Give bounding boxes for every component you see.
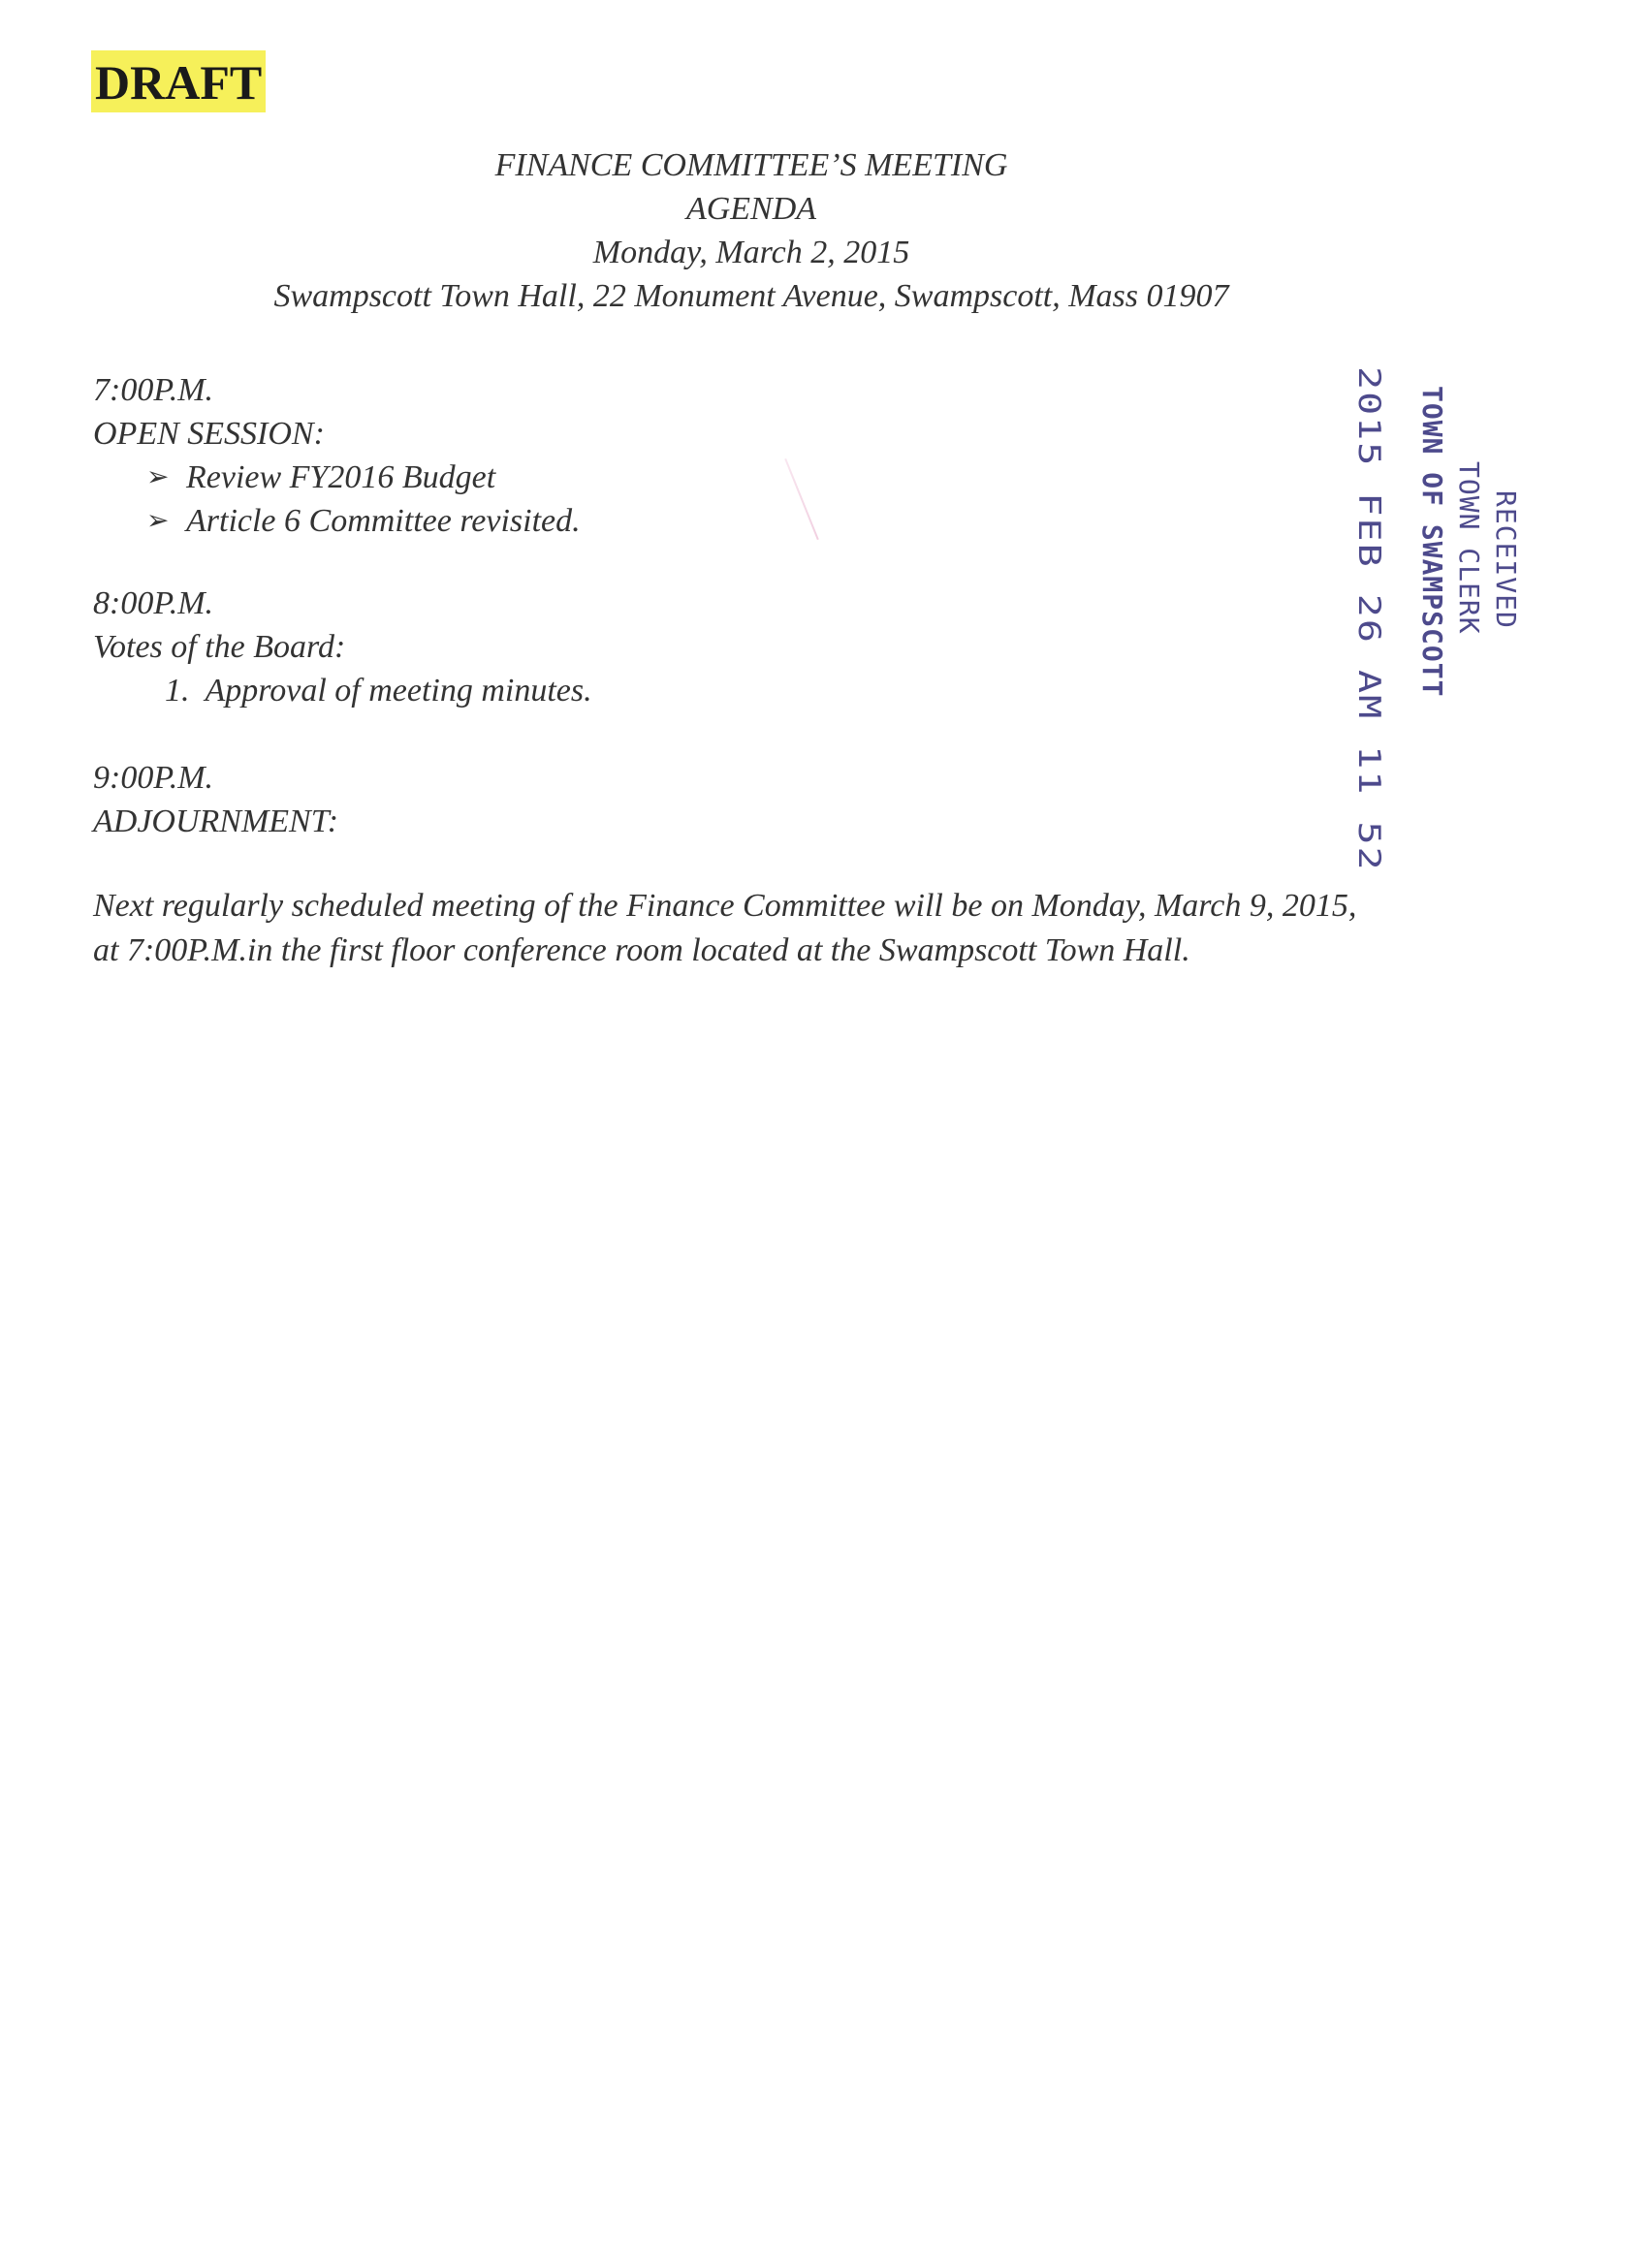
meeting-title: FINANCE COMMITTEE’S MEETING [494,147,1008,183]
next-meeting-note [93,884,1567,973]
open-session-heading: OPEN SESSION: [93,416,325,452]
votes-list [93,669,592,712]
next-meeting-line-2: at 7:00P.M.in the first floor conference room located at the Swampscott Town Hall. [93,932,1190,968]
list-item-text: Approval of meeting minutes. [205,673,592,709]
open-session-time: 7:00P.M. [93,372,214,408]
draft-label: DRAFT [91,50,266,112]
open-session-list [93,456,581,543]
open-session-section [93,368,581,543]
next-meeting-line-1: Next regularly scheduled meeting of the Finance Committee will be on Monday, March 9, 2015, [93,888,1357,924]
pen-mark [784,458,819,540]
meeting-date: Monday, March 2, 2015 [592,235,910,270]
received-stamp [1328,366,1522,872]
arrow-bullet-icon: ➢ [146,506,170,536]
list-item [93,456,581,499]
stamp-date-time: 2015 FEB 26 AM 11 52 [1351,366,1386,872]
agenda-title: AGENDA [685,191,817,227]
list-item [93,669,592,712]
votes-time: 8:00P.M. [93,585,214,621]
list-item-text: Article 6 Committee revisited. [186,503,581,539]
list-item-number: 1. [165,673,190,709]
votes-section [93,582,592,712]
meeting-location: Swampscott Town Hall, 22 Monument Avenue, Swampscott, Mass 01907 [273,278,1229,314]
adjournment-heading: ADJOURNMENT: [93,803,339,839]
stamp-received: RECEIVED [1490,490,1522,629]
list-item [93,499,581,543]
stamp-town-clerk: TOWN CLERK [1453,461,1485,635]
adjournment-time: 9:00P.M. [93,760,214,796]
votes-heading: Votes of the Board: [93,629,346,665]
agenda-header [0,143,1648,318]
stamp-town-name: TOWN OF SWAMPSCOTT [1416,386,1448,698]
list-item-text: Review FY2016 Budget [186,459,496,495]
adjournment-section [93,756,338,843]
arrow-bullet-icon: ➢ [146,462,170,492]
